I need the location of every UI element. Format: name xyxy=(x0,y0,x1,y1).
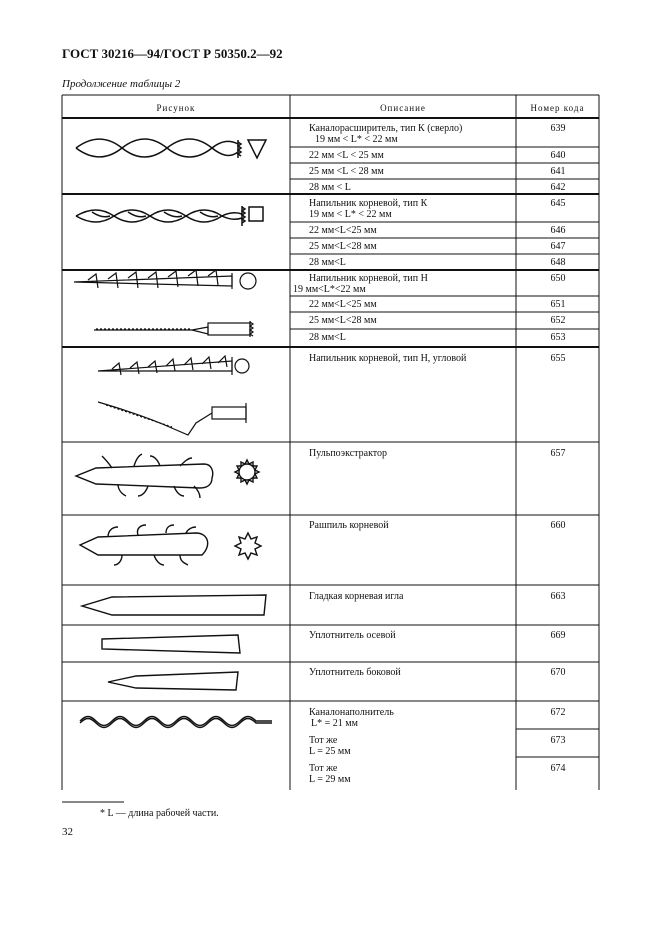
row-code: 663 xyxy=(550,591,566,602)
footnote: * L — длина рабочей части. xyxy=(100,808,219,819)
row-code: 669 xyxy=(550,630,566,641)
root-rasp-figure xyxy=(62,515,290,585)
row-description: Гладкая корневая игла xyxy=(309,591,404,602)
row-code: 660 xyxy=(550,520,566,531)
row-description: Тот же xyxy=(309,735,338,746)
row-code: 640 xyxy=(550,150,566,161)
file-type-k-figure xyxy=(62,194,290,270)
column-header-code: Номер кода xyxy=(530,103,585,113)
row-description: 22 мм<L<25 мм xyxy=(309,299,377,310)
row-description-range: L = 29 мм xyxy=(309,774,351,785)
row-description: 28 мм < L xyxy=(309,182,351,193)
row-description: Уплотнитель осевой xyxy=(309,630,396,641)
page-number: 32 xyxy=(62,826,73,838)
row-description-range: 19 мм < L* < 22 мм xyxy=(309,209,392,220)
row-description: Напильник корневой, тип К xyxy=(309,198,428,209)
row-code: 645 xyxy=(550,198,566,209)
row-code: 650 xyxy=(550,273,566,284)
row-description: 25 мм <L < 28 мм xyxy=(309,166,384,177)
row-code: 641 xyxy=(550,166,566,177)
row-code: 639 xyxy=(550,123,566,134)
row-description: 28 мм<L xyxy=(309,332,346,343)
row-description-range: L = 25 мм xyxy=(309,746,351,757)
column-header-description: Описание xyxy=(380,103,426,113)
column-header-figure: Рисунок xyxy=(156,103,196,113)
row-description: Напильник корневой, тип Н, угловой xyxy=(309,353,467,364)
row-description: 28 мм<L xyxy=(309,257,346,268)
row-code: 647 xyxy=(550,241,566,252)
row-description: Тот же xyxy=(309,763,338,774)
row-code: 652 xyxy=(550,315,566,326)
table-continuation-label: Продолжение таблицы 2 xyxy=(62,78,181,90)
row-description-range: 19 мм < L* < 22 мм xyxy=(315,134,398,145)
row-description: 22 мм<L<25 мм xyxy=(309,225,377,236)
row-code: 670 xyxy=(550,667,566,678)
row-description-range: L* = 21 мм xyxy=(311,718,358,729)
row-description: Каналорасширитель, тип К (сверло) xyxy=(309,123,463,134)
pulp-extractor-figure xyxy=(62,442,290,515)
row-description: Рашпиль корневой xyxy=(309,520,389,531)
row-code: 646 xyxy=(550,225,566,236)
row-code: 653 xyxy=(550,332,566,343)
lateral-spreader-figure xyxy=(62,662,290,701)
row-code: 672 xyxy=(550,707,566,718)
row-description: Напильник корневой, тип Н xyxy=(309,273,428,284)
row-description: Пульпоэкстрактор xyxy=(309,448,388,459)
row-code: 673 xyxy=(550,735,566,746)
row-description: 25 мм<L<28 мм xyxy=(309,315,377,326)
row-code: 657 xyxy=(550,448,566,459)
row-code: 651 xyxy=(550,299,566,310)
row-description: 22 мм <L < 25 мм xyxy=(309,150,384,161)
row-code: 674 xyxy=(550,763,566,774)
document-header: ГОСТ 30216—94/ГОСТ Р 50350.2—92 xyxy=(62,46,283,61)
row-code: 642 xyxy=(550,182,566,193)
row-description: Уплотнитель боковой xyxy=(309,667,401,678)
smooth-root-needle-figure xyxy=(62,585,290,625)
canal-filler-figure xyxy=(62,701,290,731)
file-type-h-figure xyxy=(62,270,290,347)
reamer-type-k-figure xyxy=(62,118,290,194)
row-code: 655 xyxy=(550,353,566,364)
row-code: 648 xyxy=(550,257,566,268)
row-description-range: 19 мм<L*<22 мм xyxy=(293,284,366,295)
file-type-h-angled-figure xyxy=(62,347,290,442)
axial-spreader-figure xyxy=(62,625,290,662)
row-description: Каналонаполнитель xyxy=(309,707,394,718)
row-description: 25 мм<L<28 мм xyxy=(309,241,377,252)
